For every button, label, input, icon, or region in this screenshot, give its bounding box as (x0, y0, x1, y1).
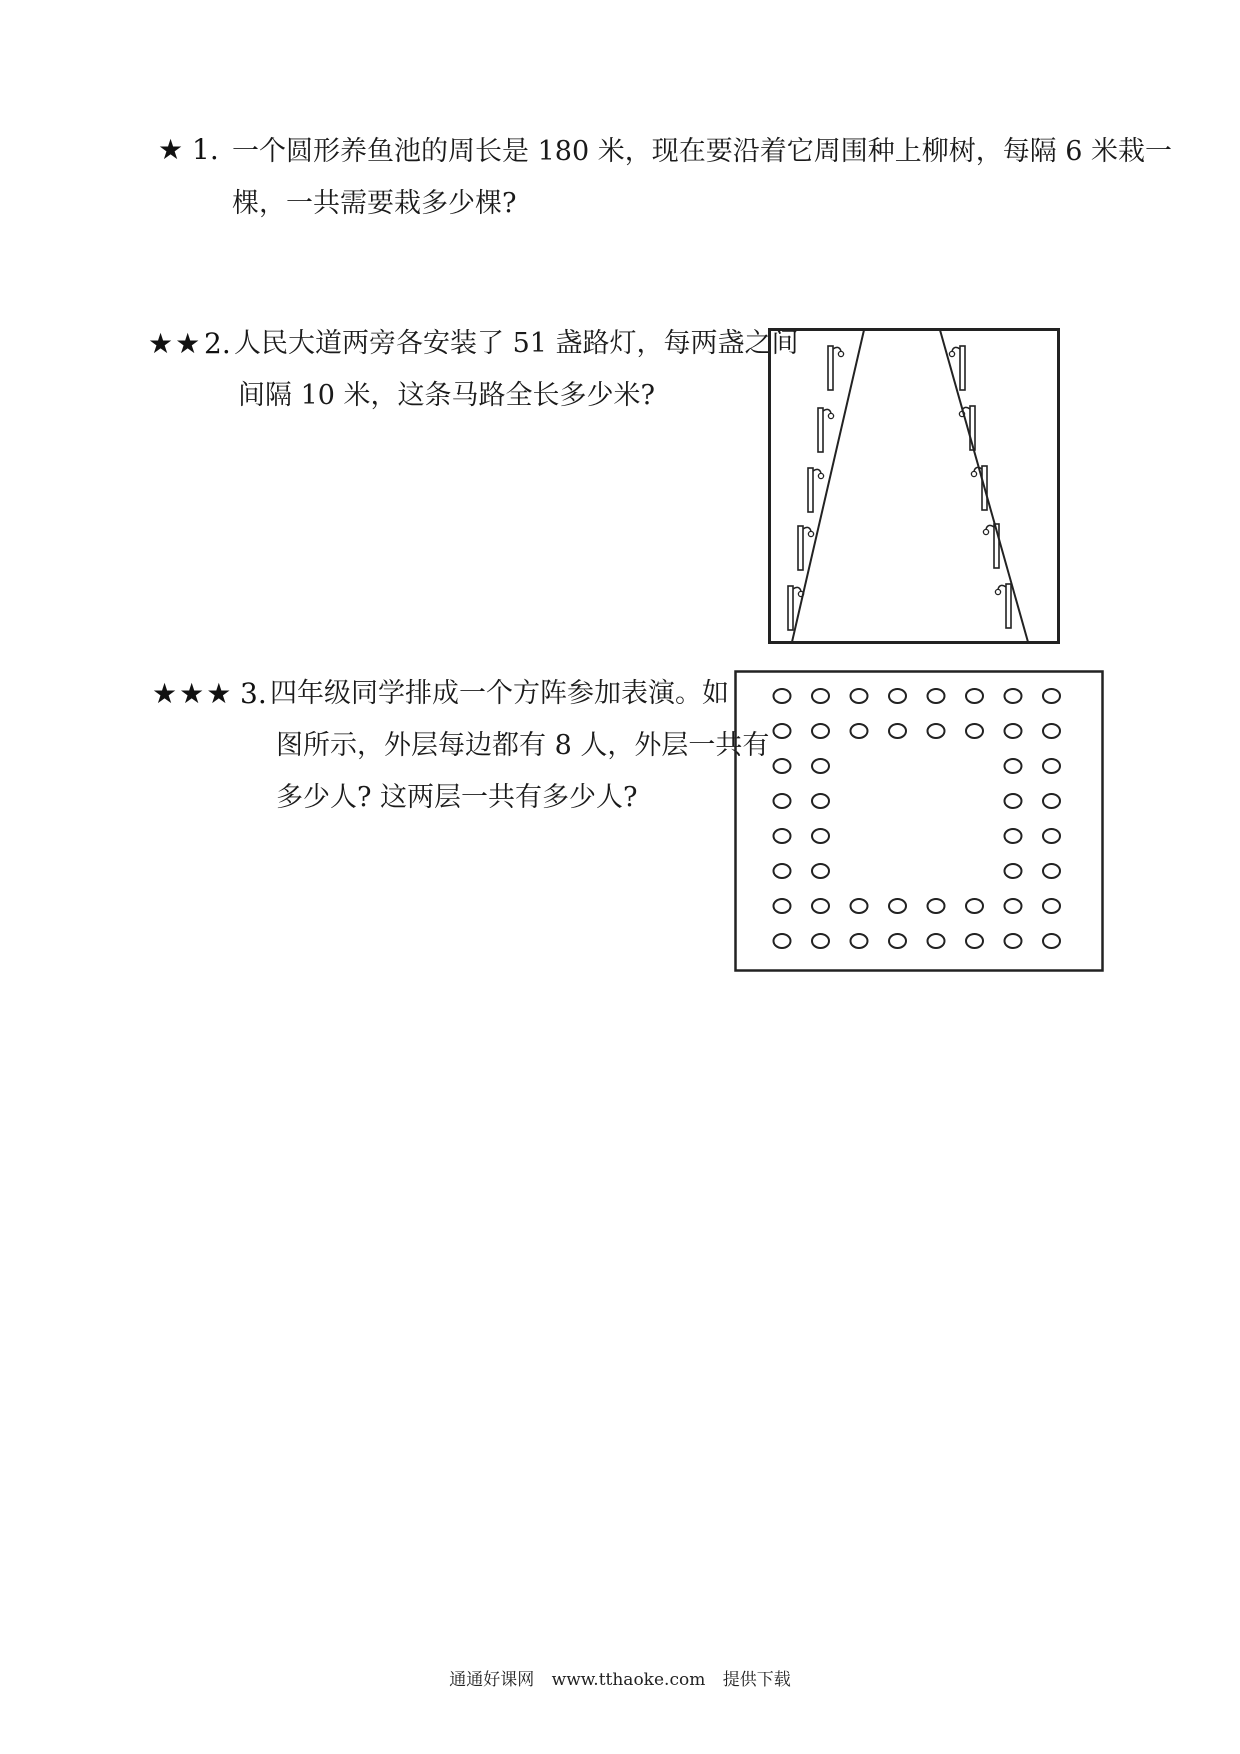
problem-line: 一个圆形养鱼池的周长是 180 米，现在要沿着它周围种上柳树，每隔 6 米栽一 (232, 136, 1173, 167)
footer-note: 提供下载 (722, 1670, 791, 1690)
problem-number: 3. (240, 677, 267, 710)
student-dot (1005, 724, 1022, 738)
student-dot (774, 759, 791, 773)
student-dot (774, 689, 791, 703)
student-dot (812, 724, 829, 738)
student-dot (1005, 899, 1022, 913)
student-dot (851, 724, 868, 738)
student-dot (774, 829, 791, 843)
problem-number: 1. (192, 133, 219, 166)
student-dot (1043, 899, 1060, 913)
difficulty-stars: ★★ (148, 327, 203, 360)
student-dot (812, 864, 829, 878)
problem-text (270, 668, 769, 824)
problem-line: 多少人? 这两层一共有多少人? (276, 782, 638, 813)
student-dot (851, 689, 868, 703)
student-dot (889, 899, 906, 913)
problem-line: 间隔 10 米，这条马路全长多少米? (238, 380, 655, 411)
student-dot (774, 724, 791, 738)
problem-text (234, 318, 799, 422)
student-dot (812, 829, 829, 843)
student-dot (1043, 864, 1060, 878)
footer-url[interactable]: www.tthaoke.com (551, 1670, 706, 1690)
student-dot (1043, 934, 1060, 948)
problem-line: 人民大道两旁各安装了 51 盏路灯，每两盏之间 (234, 328, 799, 359)
student-dot (1005, 689, 1022, 703)
student-dot (889, 689, 906, 703)
student-dot (966, 934, 983, 948)
student-dot (851, 899, 868, 913)
student-dot (966, 724, 983, 738)
student-dot (1043, 724, 1060, 738)
student-dot (812, 899, 829, 913)
student-dot (812, 794, 829, 808)
student-dot (928, 724, 945, 738)
student-dot (851, 934, 868, 948)
difficulty-stars: ★ (158, 133, 186, 166)
problem-line: 四年级同学排成一个方阵参加表演。如 (270, 678, 729, 709)
problem-text (232, 126, 1172, 230)
figure-border (736, 672, 1103, 971)
street-lamp-icon (995, 584, 1011, 628)
student-dots (774, 689, 1061, 948)
street-lamps (788, 346, 1011, 630)
street-lamp-icon (828, 346, 844, 390)
student-dot (812, 934, 829, 948)
student-dot (1005, 864, 1022, 878)
student-dot (1043, 689, 1060, 703)
student-dot (928, 689, 945, 703)
student-dot (928, 899, 945, 913)
student-dot (928, 934, 945, 948)
student-dot (1043, 829, 1060, 843)
student-dot (774, 794, 791, 808)
footer-site-name: 通通好课网 (449, 1670, 535, 1690)
student-dot (889, 934, 906, 948)
student-dot (1005, 759, 1022, 773)
street-lamp-icon (798, 526, 814, 570)
problem-line: 棵，一共需要栽多少棵? (232, 188, 517, 219)
student-dot (966, 899, 983, 913)
page-footer (0, 1665, 1240, 1690)
problem-line: 图所示，外层每边都有 8 人，外层一共有 (276, 730, 770, 761)
formation-figure (734, 670, 1104, 972)
difficulty-stars: ★★★ (152, 677, 234, 710)
student-dot (812, 759, 829, 773)
street-lamp-icon (818, 408, 834, 452)
road-edge-right (940, 330, 1028, 642)
student-dot (774, 864, 791, 878)
student-dot (1005, 794, 1022, 808)
student-dot (1005, 934, 1022, 948)
student-dot (812, 689, 829, 703)
student-dot (774, 899, 791, 913)
problem-number: 2. (204, 327, 231, 360)
student-dot (1043, 759, 1060, 773)
student-dot (889, 724, 906, 738)
student-dot (774, 934, 791, 948)
street-lamp-icon (808, 468, 824, 512)
student-dot (1005, 829, 1022, 843)
road-figure (768, 328, 1060, 644)
student-dot (1043, 794, 1060, 808)
student-dot (966, 689, 983, 703)
